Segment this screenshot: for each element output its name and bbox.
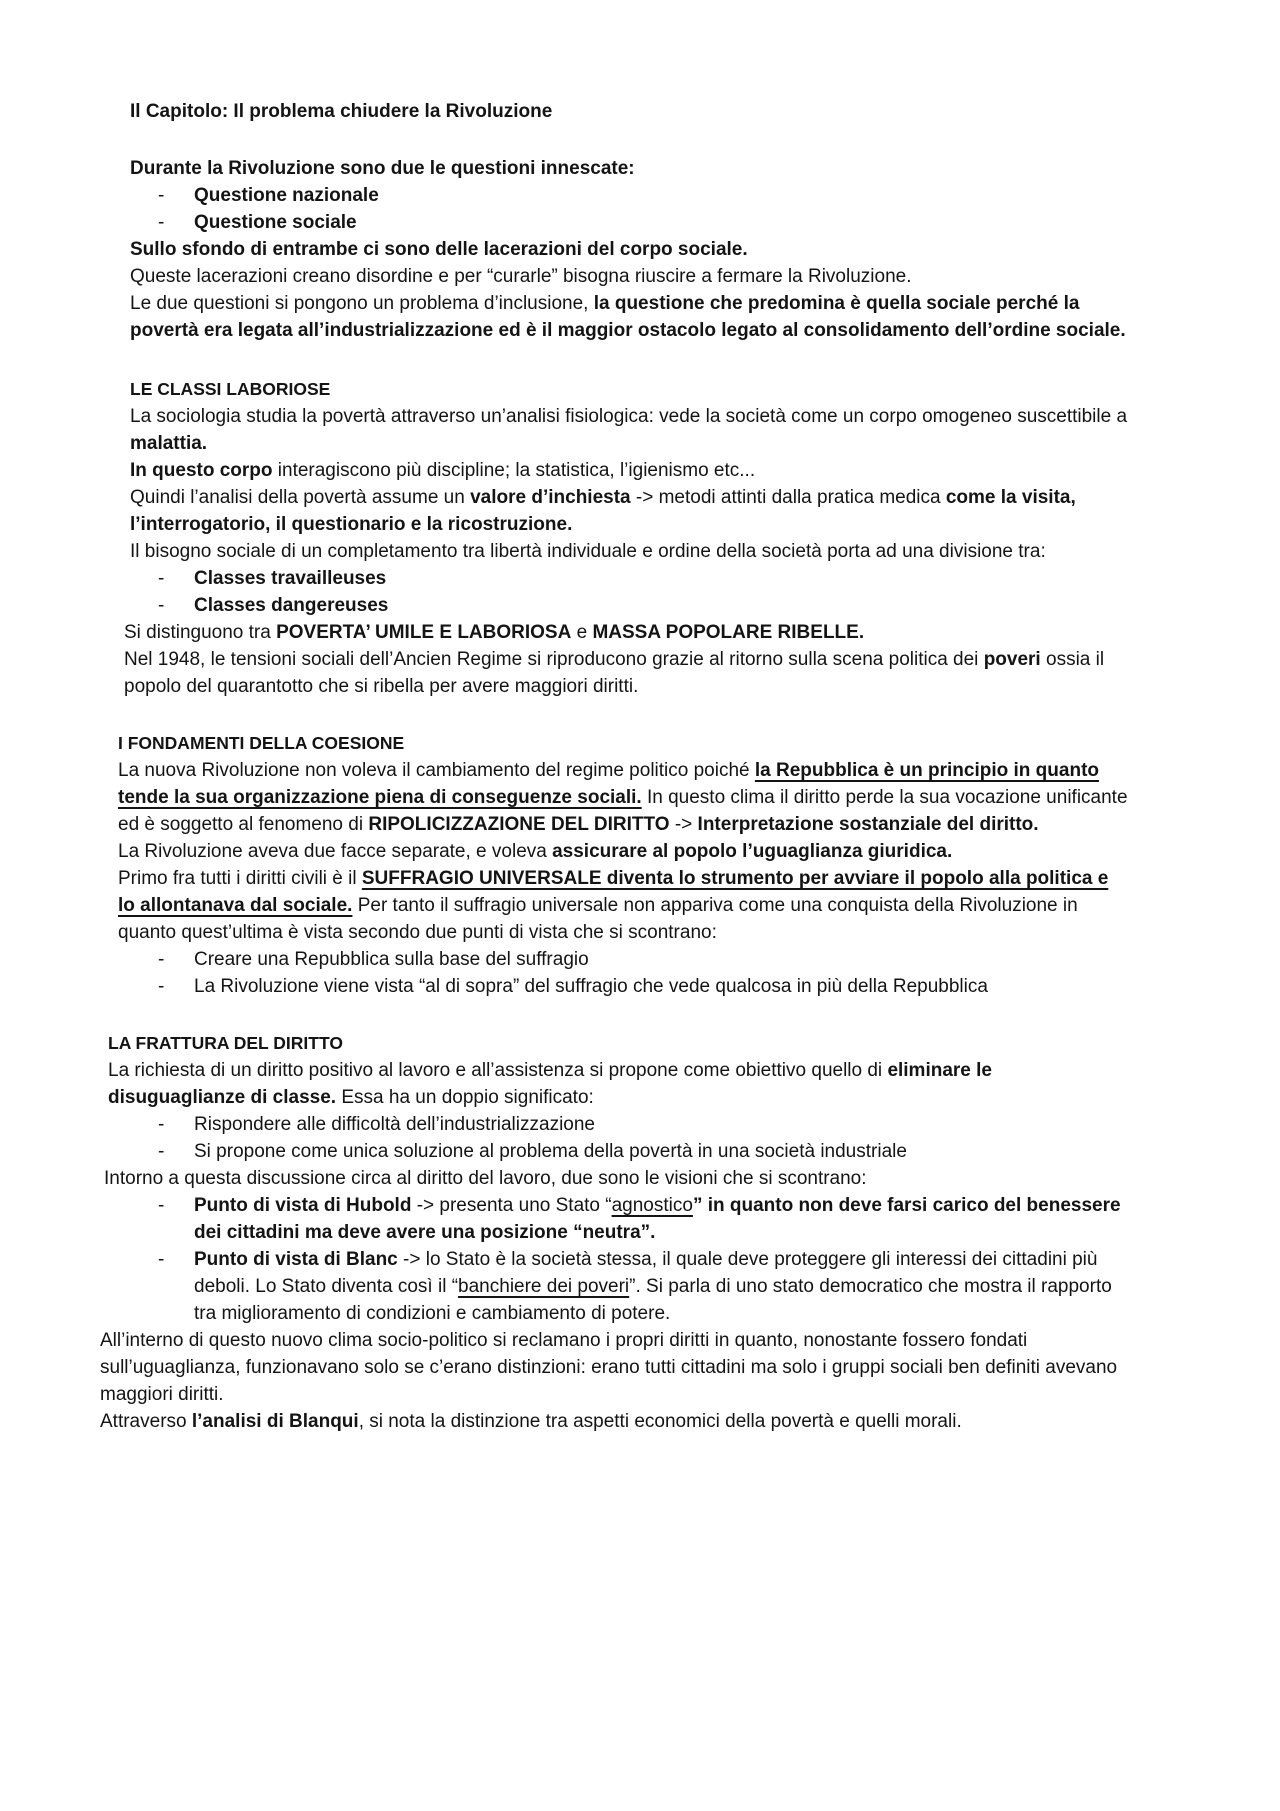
page-title: Il Capitolo: Il problema chiudere la Rivoluzione <box>130 101 553 122</box>
list-item: - La Rivoluzione viene vista “al di sopra” del suffragio che vede qualcosa in più della Repubblica <box>118 973 1130 1000</box>
list-item: - Questione nazionale <box>118 182 1130 209</box>
intro-paragraph: Sullo sfondo di entrambe ci sono delle lacerazioni del corpo sociale. <box>130 239 748 260</box>
frattura-section <box>100 1030 1130 1435</box>
intro-lead: Durante la Rivoluzione sono due le questioni innescate: <box>130 158 635 179</box>
fondamenti-list <box>118 946 1130 1000</box>
classi-section <box>118 376 1130 700</box>
frattura-paragraph: All’interno di questo nuovo clima socio-politico si reclamano i propri diritti in quanto, nonostante fossero fondati sull’uguaglianza, funzionavano solo se c’erano distinzioni: erano tutti cittadini ma solo i gruppi sociali ben definiti avevano maggiori diritti. <box>100 1330 1118 1405</box>
section-heading: LE CLASSI LABORIOSE <box>130 379 331 399</box>
fondamenti-paragraph: La nuova Rivoluzione non voleva il cambiamento del regime politico poiché la Repubblica è un principio in quanto tende la sua organizzazione piena di conseguenze sociali. In questo clima il diritto perde la sua vocazione unificante ed è soggetto al fenomeno di RIPOLICIZZAZIONE DEL DIRITTO -> Interpretazione sostanziale del diritto. <box>118 760 1128 835</box>
fondamenti-paragraph: Primo fra tutti i diritti civili è il SUFFRAGIO UNIVERSALE diventa lo strumento per avviare il popolo alla politica e lo allontanava dal sociale. Per tanto il suffragio universale non appariva come una conquista della Rivoluzione in quanto quest’ultima è vista secondo due punti di vista che si scontrano: <box>118 868 1109 943</box>
list-item: - Punto di vista di Blanc -> lo Stato è la società stessa, il quale deve proteggere gli interessi dei cittadini più deboli. Lo Stato diventa così il “banchiere dei poveri”. Si parla di uno stato democratico che mostra il rapporto tra miglioramento di condizioni e cambiamento di potere. <box>118 1246 1130 1327</box>
intro-paragraph: Le due questioni si pongono un problema d’inclusione, la questione che predomina è quella sociale perché la povertà era legata all’industrializzazione ed è il maggior ostacolo legato al consolidamento dell’ordine sociale. <box>130 293 1126 341</box>
section-heading: LA FRATTURA DEL DIRITTO <box>108 1033 343 1053</box>
intro-list <box>118 182 1130 236</box>
frattura-paragraph: Attraverso l’analisi di Blanqui, si nota la distinzione tra aspetti economici della povertà e quelli morali. <box>100 1411 962 1432</box>
section-heading: I FONDAMENTI DELLA COESIONE <box>118 733 405 753</box>
list-item: - Questione sociale <box>118 209 1130 236</box>
classi-list <box>118 565 1130 619</box>
classi-paragraph: Si distinguono tra POVERTA’ UMILE E LABORIOSA e MASSA POPOLARE RIBELLE. <box>124 622 865 643</box>
list-item: - Punto di vista di Hubold -> presenta uno Stato “agnostico” in quanto non deve farsi carico del benessere dei cittadini ma deve avere una posizione “neutra”. <box>118 1192 1130 1246</box>
classi-paragraph: Quindi l’analisi della povertà assume un valore d’inchiesta -> metodi attinti dalla pratica medica come la visita, l’interrogatorio, il questionario e la ricostruzione. <box>130 487 1076 535</box>
list-item: - Creare una Repubblica sulla base del suffragio <box>118 946 1130 973</box>
classi-paragraph: Il bisogno sociale di un completamento tra libertà individuale e ordine della società porta ad una divisione tra: <box>130 541 1046 562</box>
frattura-list <box>118 1111 1130 1165</box>
classi-paragraph: In questo corpo interagiscono più discipline; la statistica, l’igienismo etc... <box>130 460 756 481</box>
list-item: - Rispondere alle difficoltà dell’industrializzazione <box>118 1111 1130 1138</box>
list-item: - Classes dangereuses <box>118 592 1130 619</box>
fondamenti-section <box>118 730 1130 1000</box>
frattura-paragraph: Intorno a questa discussione circa al diritto del lavoro, due sono le visioni che si scontrano: <box>104 1168 867 1189</box>
frattura-paragraph: La richiesta di un diritto positivo al lavoro e all’assistenza si propone come obiettivo quello di eliminare le disuguaglianze di classe. Essa ha un doppio significato: <box>108 1060 992 1108</box>
frattura-views-list <box>118 1192 1130 1327</box>
intro-section <box>118 155 1130 344</box>
list-item: - Si propone come unica soluzione al problema della povertà in una società industriale <box>118 1138 1130 1165</box>
intro-paragraph: Queste lacerazioni creano disordine e per “curarle” bisogna riuscire a fermare la Rivoluzione. <box>130 266 912 287</box>
list-item: - Classes travailleuses <box>118 565 1130 592</box>
fondamenti-paragraph: La Rivoluzione aveva due facce separate, e voleva assicurare al popolo l’uguaglianza giuridica. <box>118 841 953 862</box>
classi-paragraph: La sociologia studia la povertà attraverso un’analisi fisiologica: vede la società come un corpo omogeneo suscettibile a malattia. <box>130 406 1128 454</box>
classi-paragraph: Nel 1948, le tensioni sociali dell’Ancien Regime si riproducono grazie al ritorno sulla scena politica dei poveri ossia il popolo del quarantotto che si ribella per avere maggiori diritti. <box>124 649 1105 697</box>
